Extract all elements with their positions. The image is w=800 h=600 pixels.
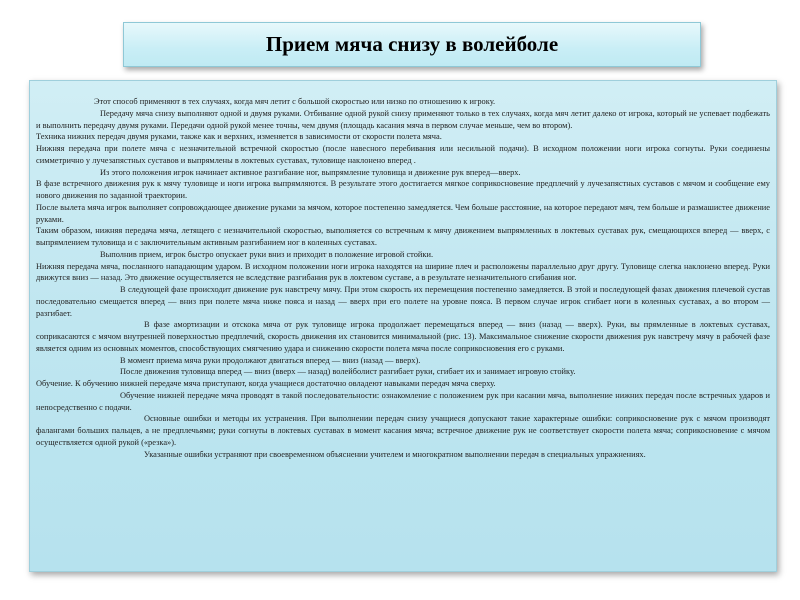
paragraph: Таким образом, нижняя передача мяча, летящего с незначительной скоростью, выполняется со встречным к мячу движением выпрямленных в локтевых суставах рук, смещающихся вперед — вверх, с выпрямлением туловища и с заключительным активным разгибанием ног в коленных суставах. xyxy=(36,226,770,247)
paragraph: Выполнив прием, игрок быстро опускает руки вниз и приходит в положение игровой стойки. xyxy=(100,249,434,259)
paragraph: В следующей фазе происходит движение рук навстречу мячу. При этом скорость их перемещения постепенно замедляется. В этой и последующей фазах движения плечевой сустав последовательно смещается вперед — вниз при полете мяча ниже пояса и назад — вверх при его полете на уровне пояса. В первом случае игрок сгибает ноги в коленных суставах, а во втором — разгибает. xyxy=(36,285,770,318)
paragraph: После вылета мяча игрок выполняет сопровождающее движение руками за мячом, которое постепенно замедляется. Чем больше расстояние, на которое передают мяч, тем больше и размашистее движение руками. xyxy=(36,202,770,224)
paragraph: Основные ошибки и методы их устранения. При выполнении передач снизу учащиеся допускают такие характерные ошибки: соприкосновение рук с мячом производят фалангами больших пальцев, а не предплечьями; руки согнуты в локтевых суставах в момент касания мяча; встречное движение рук не соответствует скорости полета мяча; соприкосновение с мячом осуществляется одной рукой («резка»). xyxy=(36,414,770,447)
paragraph: Из этого положения игрок начинает активное разгибание ног, выпрямление туловища и движение рук вперед—вверх. xyxy=(100,167,521,177)
paragraph: Указанные ошибки устраняют при своевременном объяснении учителем и многократном выполнении передач в специальных упражнениях. xyxy=(144,449,646,459)
paragraph: Обучение нижней передаче мяча проводят в такой последовательности: ознакомление с положением рук при касании мяча, выполнение нижних передач после встречных ударов и непосредственно с подачи. xyxy=(36,390,770,412)
paragraph: Нижняя передача мяча, посланного нападающим ударом. В исходном положении ноги игрока находятся на ширине плеч и расположены параллельно друг другу. Туловище слегка наклонено вперед. Руки движутся вниз — назад. Это движение осуществляется не вследствие разгибания рук в локтевом суставе, а в результате незначительного сгибания ног. xyxy=(36,261,770,283)
paragraph: Нижняя передача при полете мяча с незначительной встречной скоростью (после навесного перебивания или несильной подачи). В исходном положении ноги игрока согнуты. Руки соединены симметрично у лучезапястных суставов и выпрямлены в локтевых суставах, туловище наклонено вперед . xyxy=(36,144,770,165)
paragraph: В фазе встречного движения рук к мячу туловище и ноги игрока выпрямляются. В результате этого достигается мягкое соприкосновение предплечий у лучезапястных суставов с мячом и сообщение ему нового движения по заданной траектории. xyxy=(36,179,770,200)
paragraph: Техника нижних передач двумя руками, также как и верхних, изменяется в зависимости от скорости полета мяча. xyxy=(36,132,442,142)
paragraph: Передачу мяча снизу выполняют одной и двумя руками. Отбивание одной рукой снизу применяют только в тех случаях, когда мяч летит далеко от игрока, который не успевает подбежать и выполнить передачу двумя руками. Передачи одной рукой менее точны, чем двумя (площадь касания мяча в первом случае меньше, чем во втором). xyxy=(36,108,770,130)
paragraph: После движения туловища вперед — вниз (вверх — назад) волейболист разгибает руки, сгибает их и занимает игровую стойку. xyxy=(120,367,576,377)
title-box xyxy=(123,22,701,67)
paragraph: В момент приема мяча руки продолжают двигаться вперед — вниз (назад — вверх). xyxy=(120,355,421,365)
page-title: Прием мяча снизу в волейболе xyxy=(265,32,559,56)
paragraph: Этот способ применяют в тех случаях, когда мяч летит с большой скоростью или низко по отношению к игроку. xyxy=(94,97,496,106)
paragraph: Обучение. К обучению нижней передаче мяча приступают, когда учащиеся достаточно овладеют навыками передач мяча сверху. xyxy=(36,379,496,388)
text-content-box xyxy=(29,80,777,572)
paragraph: В фазе амортизации и отскока мяча от рук туловище игрока продолжает перемещаться вперед — вниз (назад — вверх). Руки, вы прямленные в локтевых суставах, соприкасаются с мячом внутренней поверхностью предплечий, скорость движения их становится минимальной (рис. 13). Максимальное снижение скорости движения рук навстречу мячу в рабочей фазе является одним из основных моментов, способствующих смягчению удара и снижению скорости полета мяча после соприкосновения его с руками. xyxy=(36,320,770,353)
